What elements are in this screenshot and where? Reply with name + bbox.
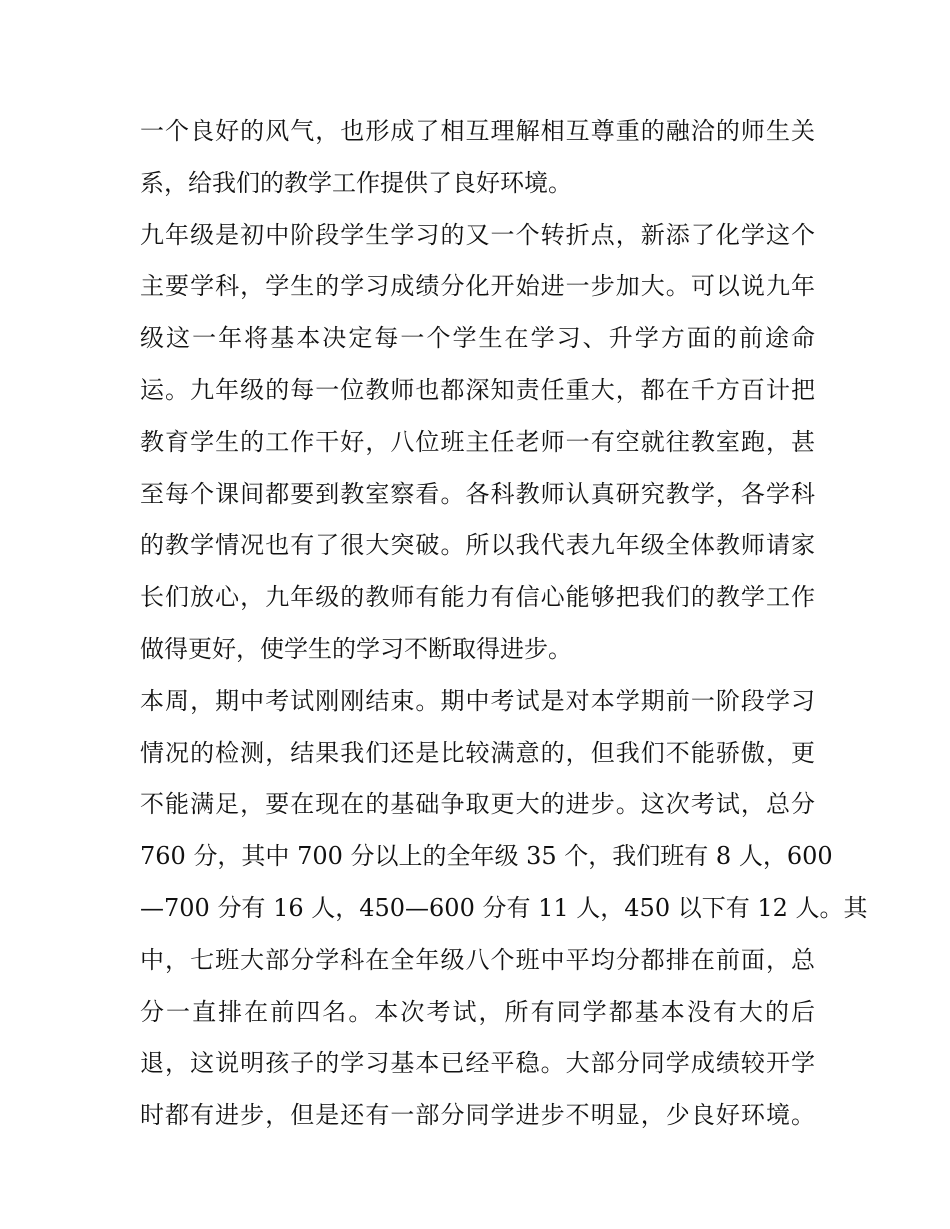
text-line: 760 分，其中 700 分以上的全年级 35 个，我们班有 8 人，600 [140, 842, 833, 871]
text-line: 情况的检测，结果我们还是比较满意的，但我们不能骄傲，更 [140, 738, 815, 767]
text-line: 长们放心，九年级的教师有能力有信心能够把我们的教学工作 [140, 583, 815, 612]
text-line: 至每个课间都要到教室察看。各科教师认真研究教学，各学科 [140, 479, 815, 508]
text-line: 运。九年级的每一位教师也都深知责任重大，都在千方百计把 [140, 375, 815, 404]
text-line: 做得更好，使学生的学习不断取得进步。 [140, 634, 572, 663]
text-line: 分一直排在前四名。本次考试，所有同学都基本没有大的后 [140, 997, 815, 1026]
text-line: —700 分有 16 人，450—600 分有 11 人，450 以下有 12 人。其 [140, 893, 868, 922]
text-line: 一个良好的风气，也形成了相互理解相互尊重的融洽的师生关 [140, 117, 815, 145]
text-line: 时都有进步，但是还有一部分同学进步不明显，少良好环境。 [140, 1101, 815, 1130]
text-line: 九年级是初中阶段学生学习的又一个转折点，新添了化学这个 [140, 220, 815, 249]
text-line: 不能满足，要在现在的基础争取更大的进步。这次考试，总分 [140, 790, 815, 819]
text-line: 教育学生的工作干好，八位班主任老师一有空就往教室跑，甚 [140, 427, 815, 456]
text-line: 主要学科，学生的学习成绩分化开始进一步加大。可以说九年 [140, 272, 815, 301]
text-line: 系，给我们的教学工作提供了良好环境。 [140, 168, 572, 197]
text-line: 的教学情况也有了很大突破。所以我代表九年级全体教师请家 [140, 531, 815, 560]
text-line: 级这一年将基本决定每一个学生在学习、升学方面的前途命 [140, 324, 815, 353]
text-line: 退，这说明孩子的学习基本已经平稳。大部分同学成绩较开学 [140, 1049, 815, 1078]
body-text [140, 106, 868, 1142]
text-line: 中，七班大部分学科在全年级八个班中平均分都排在前面，总 [140, 945, 815, 974]
text-line: 本周，期中考试刚刚结束。期中考试是对本学期前一阶段学习 [140, 686, 815, 715]
